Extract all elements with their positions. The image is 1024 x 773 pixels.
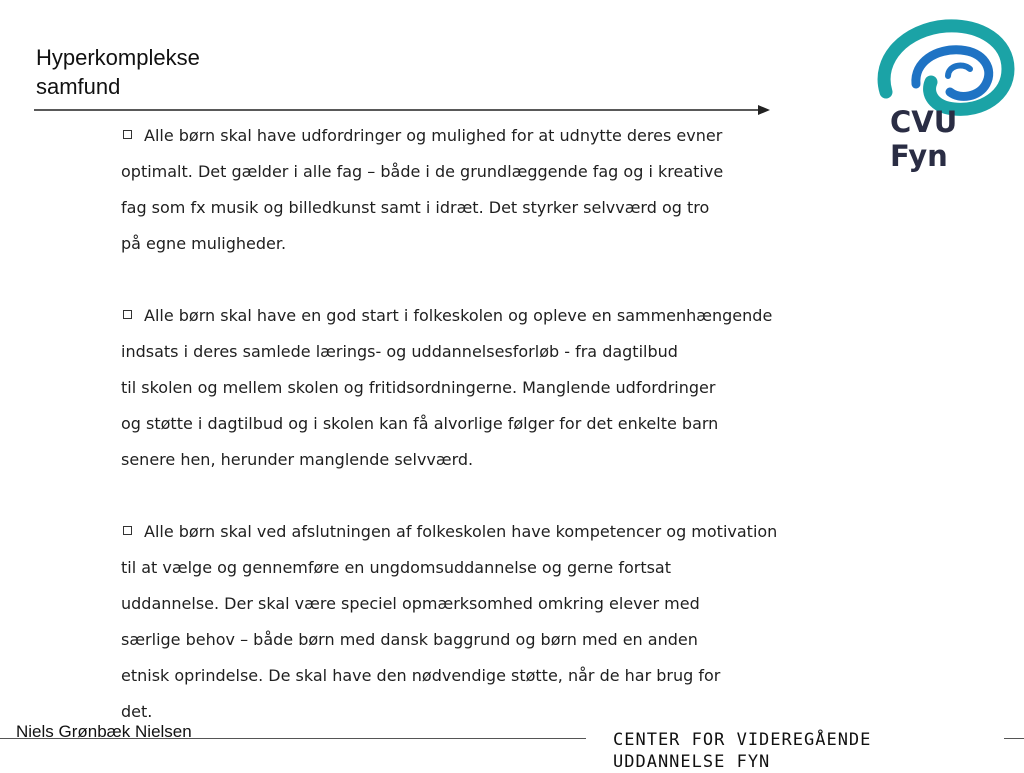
footer-institution-line-2: UDDANNELSE FYN — [613, 752, 771, 772]
paragraph-line: på egne muligheder. — [121, 234, 287, 253]
paragraph-line: Alle børn skal have udfordringer og mulighed for at udnytte deres evner — [121, 118, 881, 154]
slide-title — [36, 43, 200, 101]
paragraph-line: Alle børn skal ved afslutningen af folkeskolen have kompetencer og motivation — [121, 514, 881, 550]
paragraph-line: optimalt. Det gælder i alle fag – både i de grundlæggende fag og i kreative — [121, 162, 724, 181]
title-underline-arrow — [34, 104, 774, 116]
paragraph-line: senere hen, herunder manglende selvværd. — [121, 450, 474, 469]
footer-divider-right — [1004, 738, 1024, 739]
paragraph-line: indsats i deres samlede lærings- og uddannelsesforløb - fra dagtilbud — [121, 342, 678, 361]
bullet-paragraph-3 — [121, 514, 881, 730]
footer-institution-line-1: CENTER FOR VIDEREGÅENDE — [613, 730, 872, 750]
paragraph-line: og støtte i dagtilbud og i skolen kan få alvorlige følger for det enkelte barn — [121, 414, 719, 433]
paragraph-line: særlige behov – både børn med dansk baggrund og børn med en anden — [121, 630, 698, 649]
bullet-paragraph-2 — [121, 298, 881, 478]
slide-title-line-1: Hyperkomplekse — [36, 45, 200, 70]
logo-text: CVU Fyn — [890, 105, 958, 173]
paragraph-line: det. — [121, 702, 153, 721]
paragraph-line: til at vælge og gennemføre en ungdomsuddannelse og gerne fortsat — [121, 558, 671, 577]
footer-institution — [613, 729, 871, 773]
slide-body — [121, 118, 881, 730]
footer-author: Niels Grønbæk Nielsen — [16, 722, 192, 741]
paragraph-line: til skolen og mellem skolen og fritidsordningerne. Manglende udfordringer — [121, 378, 716, 397]
bullet-paragraph-1 — [121, 118, 881, 262]
paragraph-line: etnisk oprindelse. De skal have den nødvendige støtte, når de har brug for — [121, 666, 721, 685]
square-bullet-icon — [123, 526, 132, 535]
paragraph-line: fag som fx musik og billedkunst samt i idræt. Det styrker selvværd og tro — [121, 198, 710, 217]
slide-title-line-2: samfund — [36, 74, 121, 99]
square-bullet-icon — [123, 310, 132, 319]
paragraph-line: Alle børn skal have en god start i folkeskolen og opleve en sammenhængende — [121, 298, 881, 334]
paragraph-line: uddannelse. Der skal være speciel opmærksomhed omkring elever med — [121, 594, 700, 613]
square-bullet-icon — [123, 130, 132, 139]
